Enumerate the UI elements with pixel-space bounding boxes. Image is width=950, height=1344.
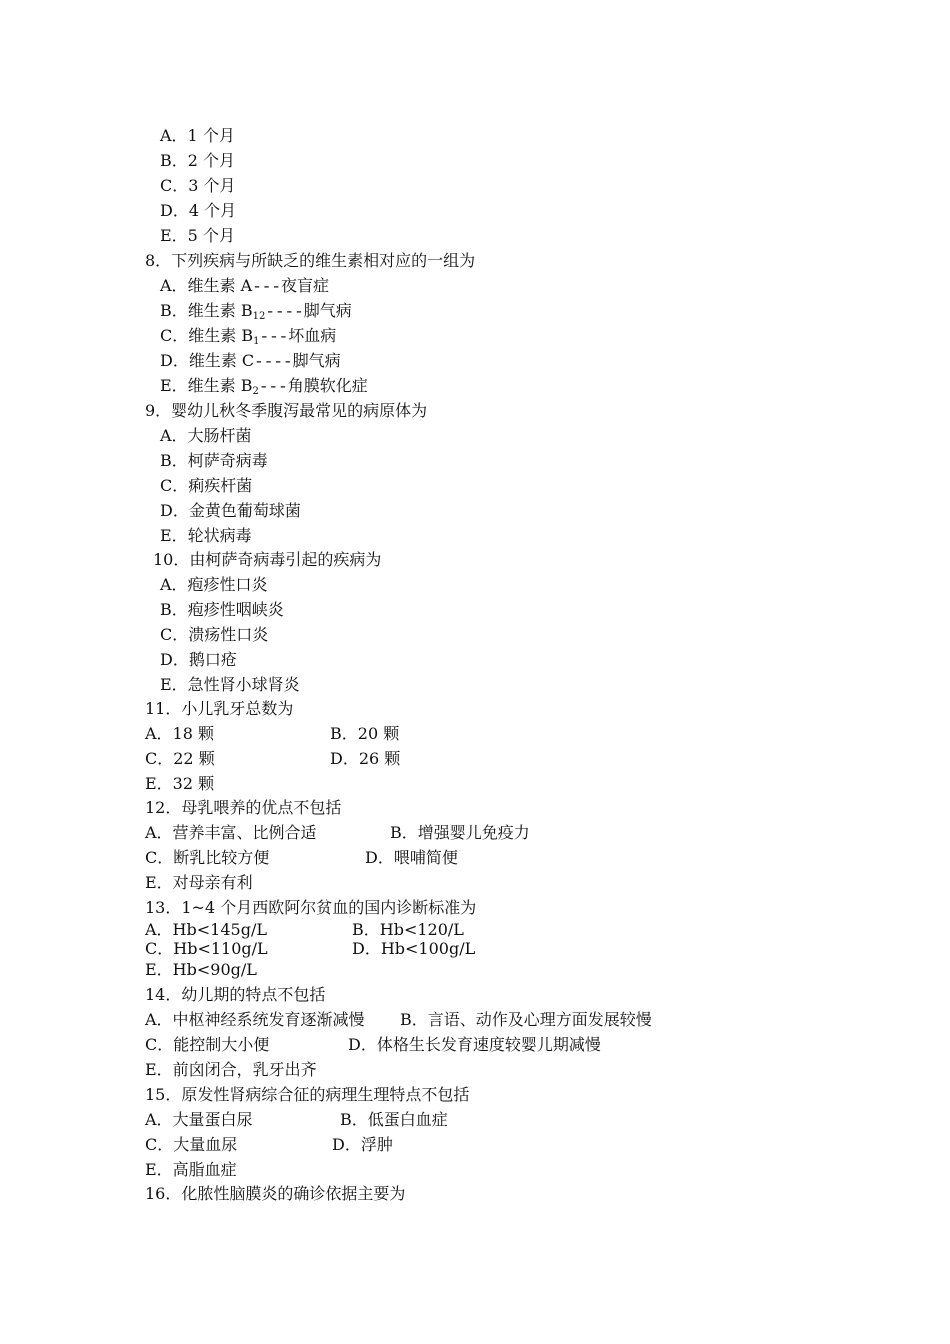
q10-option-b: B．疱疹性咽峡炎: [160, 600, 284, 619]
q15-option-a: A．大量蛋白尿: [145, 1110, 253, 1129]
q9-option-b: B．柯萨奇病毒: [160, 451, 268, 470]
q12-stem: 12．母乳喂养的优点不包括: [145, 798, 342, 817]
q12-option-b: B．增强婴儿免疫力: [390, 823, 530, 842]
q7-option-b: B．2 个月: [160, 151, 236, 170]
q15-option-c: C．大量血尿: [145, 1135, 238, 1154]
q9-option-a: A．大肠杆菌: [160, 426, 252, 445]
q12-option-d: D．喂哺简便: [365, 848, 458, 867]
q7-option-c: C．3 个月: [160, 176, 236, 195]
q14-option-a: A．中枢神经系统发育逐渐减慢: [145, 1010, 365, 1029]
q10-stem: 10．由柯萨奇病毒引起的疾病为: [153, 550, 382, 569]
q11-option-b: B．20 颗: [330, 724, 400, 743]
q8-e-pre: E．维生素 B: [160, 376, 253, 395]
q13-option-b: B．Hb<120/L: [352, 920, 464, 939]
q7-option-e: E．5 个月: [160, 226, 235, 245]
q13-stem: 13．1~4 个月西欧阿尔贫血的国内诊断标准为: [145, 898, 477, 917]
q8-a-pre: A．维生素 A: [160, 276, 253, 295]
q8-b-pre: B．维生素 B: [160, 301, 253, 320]
q15-option-b: B．低蛋白血症: [340, 1110, 448, 1129]
q13-option-a: A．Hb<145g/L: [145, 920, 267, 939]
q8-c-post: ---坏血病: [259, 328, 337, 346]
q8-option-c: [160, 326, 336, 347]
q8-d-post: ----脚气病: [254, 353, 341, 371]
q8-option-b: [160, 301, 352, 322]
q11-stem: 11．小儿乳牙总数为: [145, 699, 294, 718]
q8-option-a: [160, 276, 329, 297]
q9-stem: 9．婴幼儿秋冬季腹泻最常见的病原体为: [145, 401, 428, 420]
q14-option-e: E．前囟闭合，乳牙出齐: [145, 1060, 317, 1079]
q13-option-e: E．Hb<90g/L: [145, 960, 257, 979]
q8-e-post: ---角膜软化症: [258, 378, 368, 396]
q8-stem: 8．下列疾病与所缺乏的维生素相对应的一组为: [145, 251, 476, 270]
q8-c-sub: 1: [253, 336, 260, 347]
q8-a-post: ---夜盲症: [252, 278, 330, 296]
q14-option-b: B．言语、动作及心理方面发展较慢: [400, 1010, 652, 1029]
q8-c-pre: C．维生素 B: [160, 326, 254, 345]
q8-b-post: ----脚气病: [265, 303, 352, 321]
q15-option-e: E．高脂血症: [145, 1160, 237, 1179]
q13-option-d: D．Hb<100g/L: [352, 939, 476, 958]
q9-option-d: D．金黄色葡萄球菌: [160, 501, 301, 520]
q8-option-d: [160, 351, 341, 372]
q10-option-e: E．急性肾小球肾炎: [160, 675, 300, 694]
q14-option-c: C．能控制大小便: [145, 1035, 270, 1054]
q9-option-e: E．轮状病毒: [160, 526, 252, 545]
q10-option-d: D．鹅口疮: [160, 650, 237, 669]
q14-option-d: D．体格生长发育速度较婴儿期减慢: [348, 1035, 601, 1054]
q8-d-pre: D．维生素 C: [160, 351, 255, 370]
q13-option-c: C．Hb<110g/L: [145, 939, 268, 958]
q8-e-sub: 2: [252, 386, 259, 397]
q15-stem: 15．原发性肾病综合征的病理生理特点不包括: [145, 1085, 470, 1104]
q9-option-c: C．痢疾杆菌: [160, 476, 253, 495]
q12-option-c: C．断乳比较方便: [145, 848, 270, 867]
q14-stem: 14．幼儿期的特点不包括: [145, 985, 326, 1004]
q15-option-d: D．浮肿: [332, 1135, 393, 1154]
q10-option-c: C．溃疡性口炎: [160, 625, 269, 644]
q11-option-c: C．22 颗: [145, 749, 215, 768]
q7-option-a: A．1 个月: [160, 126, 235, 145]
q7-option-d: D．4 个月: [160, 201, 237, 220]
q11-option-d: D．26 颗: [330, 749, 401, 768]
q11-option-e: E．32 颗: [145, 774, 215, 793]
q11-option-a: A．18 颗: [145, 724, 215, 743]
q8-b-sub: 12: [252, 311, 266, 322]
q8-option-e: [160, 376, 368, 397]
q16-stem: 16．化脓性脑膜炎的确诊依据主要为: [145, 1184, 406, 1203]
q10-option-a: A．疱疹性口炎: [160, 575, 268, 594]
q12-option-a: A．营养丰富、比例合适: [145, 823, 317, 842]
q12-option-e: E．对母亲有利: [145, 873, 253, 892]
